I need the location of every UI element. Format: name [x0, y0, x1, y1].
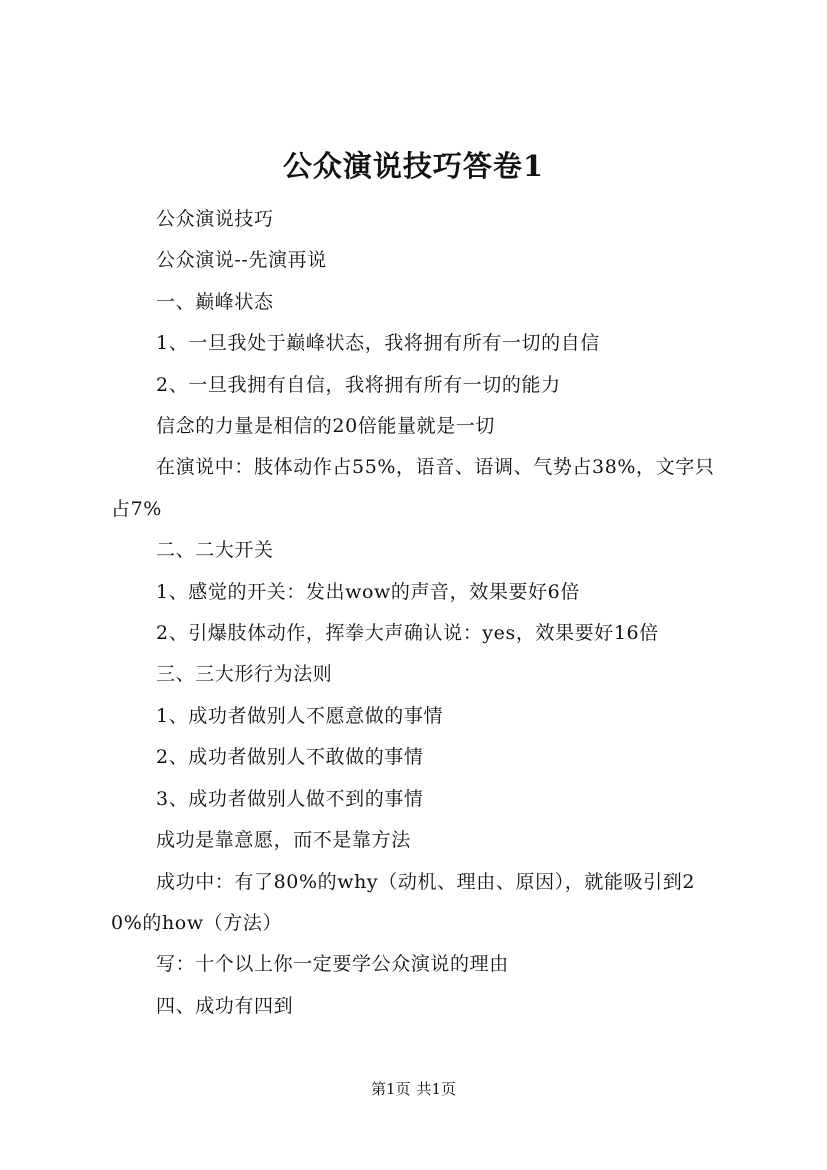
list-item: 3、成功者做别人做不到的事情: [156, 787, 424, 810]
list-item: 2、成功者做别人不敢做的事情: [156, 746, 424, 769]
page-footer: [0, 1079, 827, 1099]
section-heading: 四、成功有四到: [156, 994, 294, 1017]
page-total: 共1页: [416, 1080, 457, 1098]
document-body: [111, 199, 723, 1027]
list-item: 2、一旦我拥有自信，我将拥有所有一切的能力: [156, 373, 561, 396]
paragraph: 成功中：有了80%的why（动机、理由、原因），就能吸引到20%的how（方法）: [111, 870, 696, 934]
paragraph: 公众演说--先演再说: [156, 249, 327, 272]
paragraph: 信念的力量是相信的20倍能量就是一切: [156, 415, 495, 438]
paragraph: 在演说中：肢体动作占55%，语音、语调、气势占38%，文字只占7%: [111, 456, 715, 520]
list-item: 1、成功者做别人不愿意做的事情: [156, 704, 444, 727]
paragraph: 成功是靠意愿，而不是靠方法: [156, 829, 411, 852]
section-heading: 二、二大开关: [156, 539, 274, 562]
document-title: 公众演说技巧答卷1: [282, 149, 545, 183]
list-item: 2、引爆肢体动作，挥拳大声确认说：yes，效果要好16倍: [156, 622, 659, 645]
list-item: 1、一旦我处于巅峰状态，我将拥有所有一切的自信: [156, 332, 600, 355]
list-item: 1、感觉的开关：发出wow的声音，效果要好6倍: [156, 580, 580, 603]
section-heading: 一、巅峰状态: [156, 290, 274, 313]
paragraph: 写：十个以上你一定要学公众演说的理由: [156, 953, 509, 976]
section-heading: 三、三大形行为法则: [156, 663, 333, 686]
paragraph: 公众演说技巧: [156, 208, 274, 230]
page-number: 第1页: [370, 1080, 411, 1098]
